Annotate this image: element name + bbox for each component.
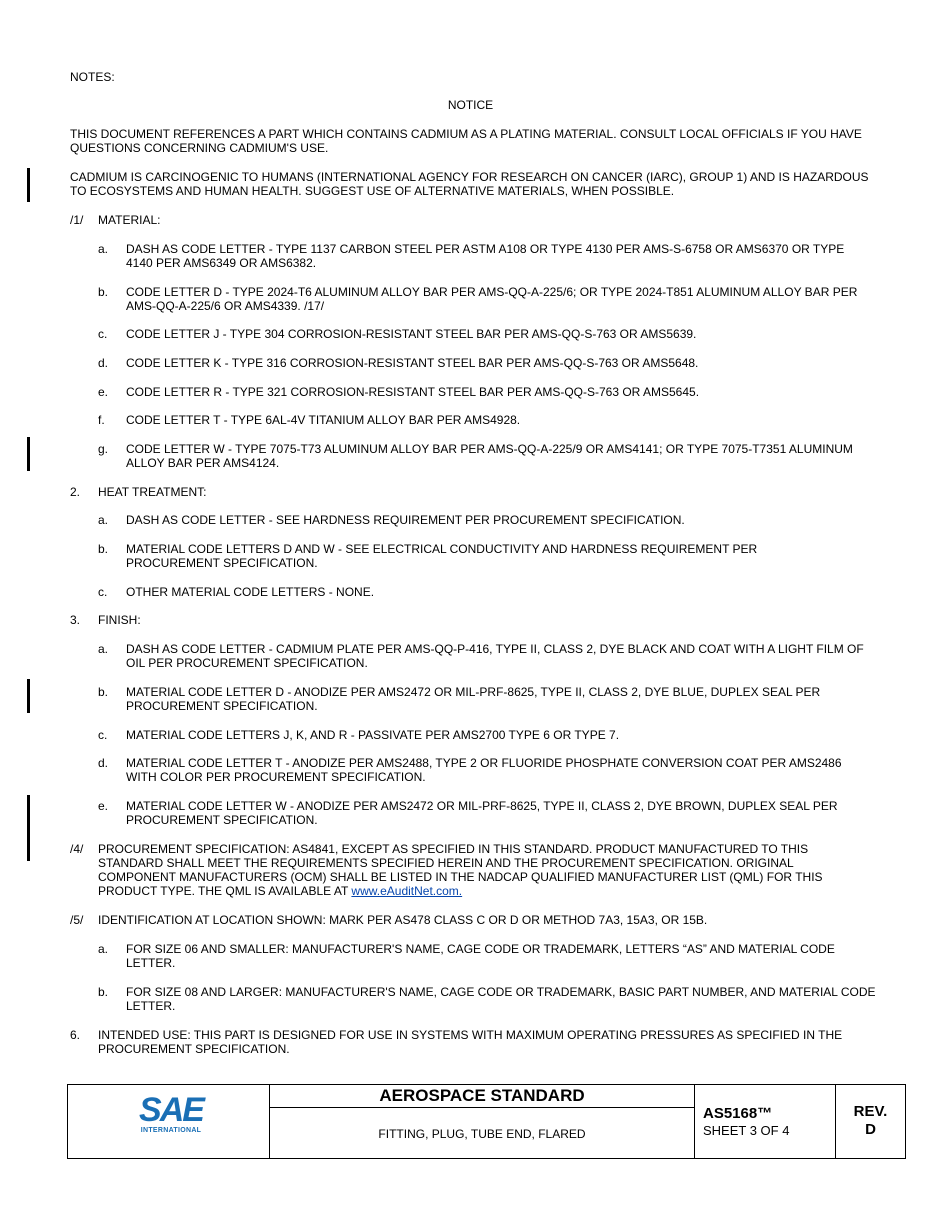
- notice-title: NOTICE: [447, 98, 494, 112]
- revision-bar: [27, 679, 30, 713]
- item-text: CODE LETTER J - TYPE 304 CORROSION-RESISTANT STEEL BAR PER AMS-QQ-S-763 OR AMS5639.: [126, 327, 697, 341]
- item-text: CODE LETTER T - TYPE 6AL-4V TITANIUM ALLOY BAR PER AMS4928.: [126, 413, 521, 427]
- notes-heading: NOTES:: [70, 70, 115, 84]
- identification-text: IDENTIFICATION AT LOCATION SHOWN: MARK PER AS478 CLASS C OR D OR METHOD 7A3, 15A3, OR 15B.: [98, 913, 708, 927]
- item-text: OTHER MATERIAL CODE LETTERS - NONE.: [126, 585, 375, 599]
- section-title: HEAT TREATMENT:: [98, 485, 207, 499]
- item-text: CODE LETTER W - TYPE 7075-T73 ALUMINUM ALLOY BAR PER AMS-QQ-A-225/9 OR AMS4141; OR TYPE 7075-T7351 ALUMINUM ALLOY BAR PER AMS4124.: [126, 442, 853, 470]
- item-letter: b.: [98, 285, 109, 299]
- item-letter: e.: [98, 799, 109, 813]
- section-number: 2.: [70, 485, 81, 499]
- item-letter: e.: [98, 385, 109, 399]
- item-letter: c.: [98, 585, 108, 599]
- sheet-number: SHEET 3 OF 4: [703, 1123, 790, 1138]
- item-text: MATERIAL CODE LETTERS D AND W - SEE ELECTRICAL CONDUCTIVITY AND HARDNESS REQUIREMENT PER PROCUREMENT SPECIFICATION.: [126, 542, 758, 570]
- section-number: /4/: [70, 842, 84, 856]
- item-text: FOR SIZE 06 AND SMALLER: MANUFACTURER'S NAME, CAGE CODE OR TRADEMARK, LETTERS “AS” AND MATERIAL CODE LETTER.: [126, 942, 835, 970]
- item-letter: a.: [98, 513, 109, 527]
- part-title: FITTING, PLUG, TUBE END, FLARED: [378, 1127, 586, 1141]
- section-title: MATERIAL:: [98, 213, 161, 227]
- intended-use-text: INTENDED USE: THIS PART IS DESIGNED FOR USE IN SYSTEMS WITH MAXIMUM OPERATING PRESSURES AS SPECIFIED IN THE PROCUREMENT SPECIFICATION.: [98, 1028, 843, 1056]
- item-letter: a.: [98, 642, 109, 656]
- item-text: MATERIAL CODE LETTER W - ANODIZE PER AMS2472 OR MIL-PRF-8625, TYPE II, CLASS 2, DYE BROWN, DUPLEX SEAL PER PROCUREMENT SPECIFICATION.: [126, 799, 838, 827]
- item-letter: b.: [98, 685, 109, 699]
- item-letter: g.: [98, 442, 109, 456]
- revision-bar: [27, 795, 30, 861]
- section-number: /1/: [70, 213, 84, 227]
- item-text: MATERIAL CODE LETTERS J, K, AND R - PASSIVATE PER AMS2700 TYPE 6 OR TYPE 7.: [126, 728, 620, 742]
- section-number: /5/: [70, 913, 84, 927]
- item-letter: c.: [98, 728, 108, 742]
- doc-number-cell: [695, 1085, 836, 1158]
- logo-cell: [68, 1085, 270, 1158]
- revision-bar: [27, 437, 30, 471]
- item-text: FOR SIZE 08 AND LARGER: MANUFACTURER'S NAME, CAGE CODE OR TRADEMARK, BASIC PART NUMBER, AND MATERIAL CODE LETTER.: [126, 985, 876, 1013]
- revision-cell: [836, 1085, 905, 1158]
- notice-paragraph-2: CADMIUM IS CARCINOGENIC TO HUMANS (INTERNATIONAL AGENCY FOR RESEARCH ON CANCER (IARC), GROUP 1) AND IS HAZARDOUS TO ECOSYSTEMS AND HUMAN HEALTH. SUGGEST USE OF ALTERNATIVE MATERIALS, WHEN POSSIBLE.: [70, 170, 869, 198]
- procurement-body: PROCUREMENT SPECIFICATION: AS4841, EXCEPT AS SPECIFIED IN THIS STANDARD. PRODUCT MANUFACTURED TO THIS STANDARD SHALL MEET THE REQUIREMENTS SPECIFIED HEREIN AND THE PROCUREMENT SPECIFICATION. ORIGINAL COMPONENT MANUFACTURERS (OCM) SHALL BE LISTED IN THE NADCAP QUALIFIED MANUFACTURER LIST (QML) FOR THIS PRODUCT TYPE. THE QML IS AVAILABLE AT: [98, 842, 823, 898]
- item-text: MATERIAL CODE LETTER D - ANODIZE PER AMS2472 OR MIL-PRF-8625, TYPE II, CLASS 2, DYE BLUE, DUPLEX SEAL PER PROCUREMENT SPECIFICATION.: [126, 685, 821, 713]
- item-letter: f.: [98, 413, 105, 427]
- doc-number: AS5168™: [703, 1105, 773, 1122]
- item-text: CODE LETTER R - TYPE 321 CORROSION-RESISTANT STEEL BAR PER AMS-QQ-S-763 OR AMS5645.: [126, 385, 700, 399]
- item-letter: a.: [98, 242, 109, 256]
- item-text: DASH AS CODE LETTER - TYPE 1137 CARBON STEEL PER ASTM A108 OR TYPE 4130 PER AMS-S-6758 OR AMS6370 OR TYPE 4140 PER AMS6349 OR AMS6382.: [126, 242, 845, 270]
- rev-label: REV.: [853, 1103, 888, 1120]
- item-letter: a.: [98, 942, 109, 956]
- item-text: DASH AS CODE LETTER - CADMIUM PLATE PER AMS-QQ-P-416, TYPE II, CLASS 2, DYE BLACK AND COAT WITH A LIGHT FILM OF OIL PER PROCUREMENT SPECIFICATION.: [126, 642, 864, 670]
- sae-logo: [136, 1091, 206, 1135]
- sae-logo-mark: SAE: [139, 1091, 203, 1129]
- item-letter: c.: [98, 327, 108, 341]
- section-number: 3.: [70, 613, 81, 627]
- title-block: [67, 1084, 906, 1159]
- item-text: MATERIAL CODE LETTER T - ANODIZE PER AMS2488, TYPE 2 OR FLUORIDE PHOSPHATE CONVERSION COAT PER AMS2486 WITH COLOR PER PROCUREMENT SPECIFICATION.: [126, 756, 842, 784]
- section-number: 6.: [70, 1028, 81, 1042]
- item-letter: d.: [98, 356, 109, 370]
- section-title: FINISH:: [98, 613, 141, 627]
- notice-paragraph-1: THIS DOCUMENT REFERENCES A PART WHICH CONTAINS CADMIUM AS A PLATING MATERIAL. CONSULT LOCAL OFFICIALS IF YOU HAVE QUESTIONS CONCERNING CADMIUM'S USE.: [70, 127, 862, 155]
- item-letter: b.: [98, 542, 109, 556]
- item-text: CODE LETTER K - TYPE 316 CORROSION-RESISTANT STEEL BAR PER AMS-QQ-S-763 OR AMS5648.: [126, 356, 699, 370]
- revision-bar: [27, 168, 30, 202]
- sae-logo-subtext: INTERNATIONAL: [140, 1127, 202, 1134]
- rev-value: D: [865, 1121, 876, 1138]
- eauditnet-link[interactable]: www.eAuditNet.com.: [351, 884, 463, 898]
- item-letter: b.: [98, 985, 109, 999]
- title-cell: [270, 1085, 695, 1158]
- standard-type: AEROSPACE STANDARD: [270, 1085, 694, 1108]
- procurement-text: [98, 842, 873, 898]
- item-letter: d.: [98, 756, 109, 770]
- item-text: DASH AS CODE LETTER - SEE HARDNESS REQUIREMENT PER PROCUREMENT SPECIFICATION.: [126, 513, 685, 527]
- item-text: CODE LETTER D - TYPE 2024-T6 ALUMINUM ALLOY BAR PER AMS-QQ-A-225/6; OR TYPE 2024-T851 ALUMINUM ALLOY BAR PER AMS-QQ-A-225/6 OR AMS4339. /17/: [126, 285, 858, 313]
